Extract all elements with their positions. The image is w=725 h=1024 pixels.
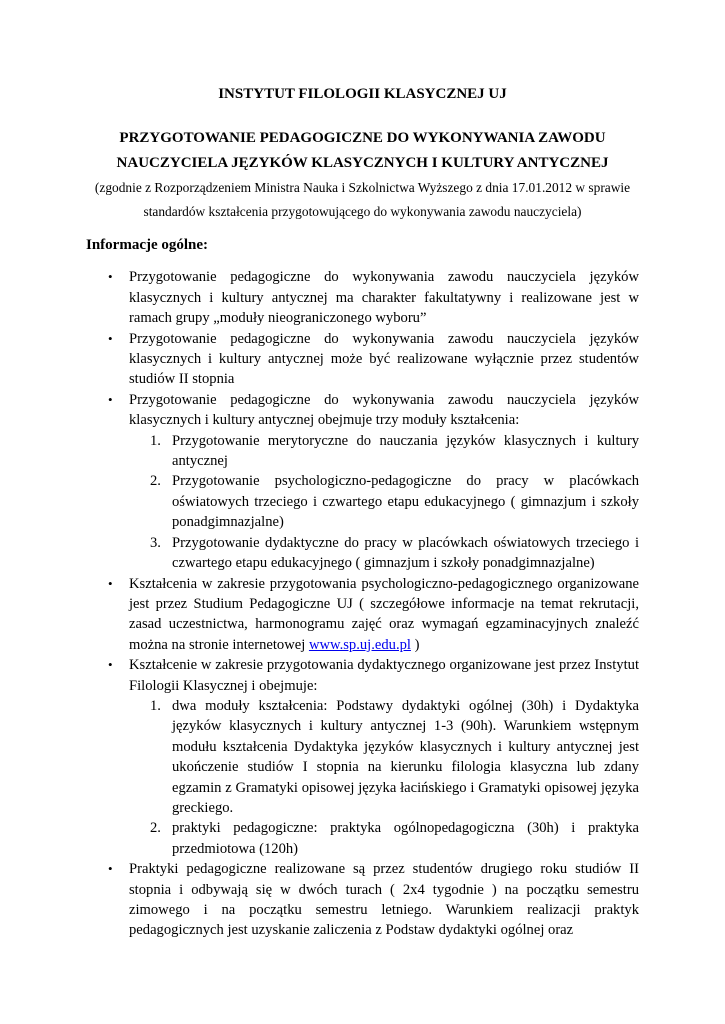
list-item [86, 390, 639, 574]
general-info-list [86, 267, 639, 940]
list-item-text-end: ) [410, 636, 420, 653]
sublist-item-text: Przygotowanie merytoryczne do nauczania języków klasycznych i kultury antycznej [172, 432, 639, 470]
list-item [86, 329, 639, 390]
list-item-text: Przygotowanie pedagogiczne do wykonywania zawodu nauczyciela języków klasycznych i kultury antycznej obejmuje trzy moduły kształcenia: [129, 391, 639, 429]
sublist-item [129, 431, 639, 472]
regulation-note-line-1: (zgodnie z Rozporządzeniem Ministra Nauka i Szkolnictwa Wyższego z dnia 17.01.2012 w sprawie [94, 180, 631, 195]
bullet-icon: • [108, 391, 113, 407]
bullet-icon: • [108, 330, 113, 346]
sublist-item-text: praktyki pedagogiczne: praktyka ogólnopedagogiczna (30h) i praktyka przedmiotowa (120h) [172, 820, 639, 857]
modules-sublist [129, 431, 639, 574]
list-item-text: Przygotowanie pedagogiczne do wykonywania zawodu nauczyciela języków klasycznych i kultury antycznej ma charakter fakultatywny i realizowane jest w ramach grupy „moduły nieograniczonego wyboru” [129, 269, 639, 327]
document-title-line-2: NAUCZYCIELA JĘZYKÓW KLASYCZNYCH I KULTURY ANTYCZNEJ [116, 155, 609, 171]
section-heading: Informacje ogólne: [86, 237, 209, 253]
sublist-number: 2. [150, 473, 161, 490]
bullet-icon: • [108, 657, 113, 673]
list-item-text: Praktyki pedagogiczne realizowane są przez studentów drugiego roku studiów II stopnia i odbywają się w dwóch turach ( 2x4 tygodnie ) na początku semestru zimowego i na początku semestru letniego. Warunkiem realizacji praktyk pedagogicznych jest uzyskanie zaliczenia z Podstaw dydaktyki ogólnej oraz [129, 861, 639, 939]
list-item [86, 267, 639, 328]
list-item-text: Kształcenia w zakresie przygotowania psychologiczno-pedagogicznego organizowane jest przez Studium Pedagogiczne UJ ( szczegółowe informacje na temat rekrutacji, zasad uczestnictwa, harmonogramu zajęć oraz wymagań egzaminacyjnych znaleźć można na stronie internetowej [129, 575, 639, 653]
bullet-icon: • [108, 861, 113, 877]
sublist-item-text: Przygotowanie dydaktyczne do pracy w placówkach oświatowych trzeciego i czwartego etapu edukacyjnego ( gimnazjum i szkoły ponadgimnazjalne) [172, 534, 639, 572]
bullet-icon: • [108, 575, 113, 591]
studium-website-link[interactable]: www.sp.uj.edu.pl [308, 636, 411, 653]
list-item-text: Kształcenie w zakresie przygotowania dydaktycznego organizowane jest przez Instytut Filologii Klasycznej i obejmuje: [129, 657, 639, 694]
sublist-item-text: Przygotowanie psychologiczno-pedagogiczne do pracy w placówkach oświatowych trzeciego i czwartego etapu edukacyjnego ( gimnazjum i szkoły ponadgimnazjalne) [172, 473, 639, 531]
institute-title: INSTYTUT FILOLOGII KLASYCZNEJ UJ [218, 86, 507, 102]
didactic-sublist [129, 696, 639, 859]
document-title-line-1: PRZYGOTOWANIE PEDAGOGICZNE DO WYKONYWANIA ZAWODU [119, 130, 606, 146]
sublist-item [129, 471, 639, 532]
list-item [86, 655, 639, 859]
sublist-number: 3. [150, 534, 161, 551]
sublist-number: 2. [150, 820, 161, 837]
list-item-text: Przygotowanie pedagogiczne do wykonywania zawodu nauczyciela języków klasycznych i kultury antycznej może być realizowane wyłącznie przez studentów studiów II stopnia [129, 330, 639, 388]
sublist-item [129, 818, 639, 859]
list-item [86, 574, 639, 656]
sublist-item-text: dwa moduły kształcenia: Podstawy dydaktyki ogólnej (30h) i Dydaktyka języków klasycznych i kultury antycznej 1-3 (90h). Warunkiem wstępnym modułu kształcenia Dydaktyka języków klasycznych i kultury antycznej jest ukończenie studiów I stopnia na kierunku filologia klasyczna lub zdany egzamin z Gramatyki opisowej języka łacińskiego i Gramatyki opisowej języka greckiego. [172, 697, 639, 816]
sublist-number: 1. [150, 432, 161, 449]
list-item [86, 859, 639, 941]
bullet-icon: • [108, 269, 113, 285]
sublist-item [129, 533, 639, 574]
sublist-item [129, 696, 639, 818]
sublist-number: 1. [150, 697, 161, 714]
regulation-note-line-2: standardów kształcenia przygotowującego do wykonywania zawodu nauczyciela) [143, 204, 582, 219]
